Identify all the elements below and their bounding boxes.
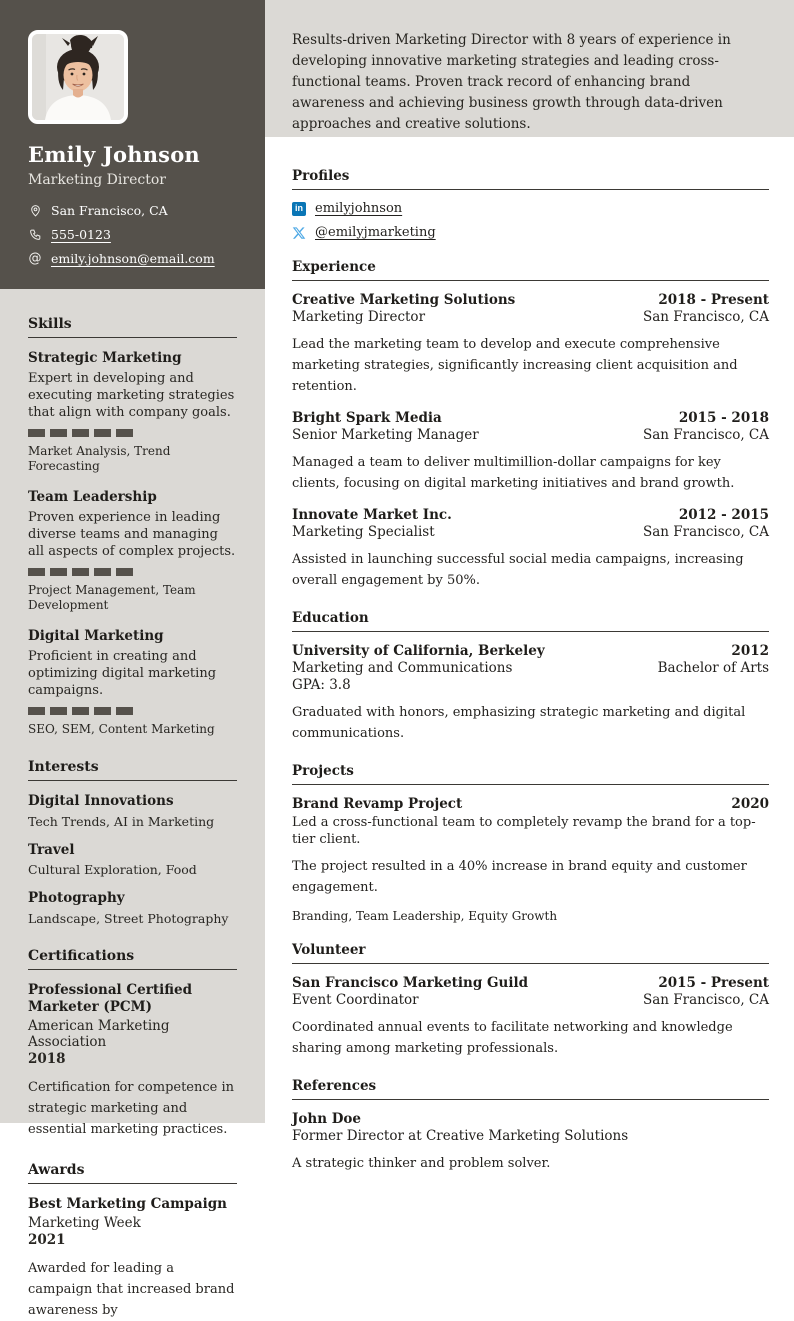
- position-title: Marketing Specialist: [292, 524, 435, 540]
- company-name: Bright Spark Media: [292, 410, 442, 426]
- profile-photo-illustration: [32, 34, 124, 120]
- entry-summary: Assisted in launching successful social media campaigns, increasing overall engagement by 50%.: [292, 552, 744, 588]
- entry-summary: Managed a team to deliver multimillion-dollar campaigns for key clients, focusing on digital marketing initiatives and brand growth.: [292, 455, 735, 491]
- skill-keywords: SEO, SEM, Content Marketing: [28, 721, 215, 736]
- reference-name: John Doe: [292, 1111, 362, 1127]
- interests-heading: Interests: [28, 759, 237, 781]
- certifications-heading: Certifications: [28, 948, 237, 970]
- x-twitter-icon: [292, 226, 306, 240]
- project-entry: [292, 796, 769, 923]
- interest-keywords: Cultural Exploration, Food: [28, 862, 197, 878]
- interest-item: [28, 793, 237, 829]
- skill-name: Team Leadership: [28, 488, 157, 505]
- reference-summary: A strategic thinker and problem solver.: [292, 1156, 551, 1171]
- profile-x: [292, 225, 769, 240]
- interest-item: [28, 842, 237, 878]
- education-summary: Graduated with honors, emphasizing strategic marketing and digital communications.: [292, 705, 746, 741]
- skill-item: [28, 489, 237, 613]
- volunteer-summary: Coordinated annual events to facilitate networking and knowledge sharing among marketing professionals.: [292, 1020, 733, 1056]
- email-at-icon: @: [28, 251, 42, 266]
- degree-type: Bachelor of Arts: [657, 660, 769, 676]
- experience-entry: [292, 507, 769, 591]
- certification-title: Professional Certified Marketer (PCM): [28, 982, 193, 1016]
- certification-date: 2018: [28, 1051, 66, 1067]
- skill-rating: [28, 568, 237, 576]
- education-date: 2012: [731, 643, 769, 659]
- volunteer-heading: Volunteer: [292, 942, 769, 964]
- entry-location: San Francisco, CA: [642, 524, 769, 540]
- project-date: 2020: [731, 796, 769, 812]
- project-summary: The project resulted in a 40% increase in brand equity and customer engagement.: [292, 859, 747, 895]
- experience-heading: Experience: [292, 259, 769, 281]
- skill-keywords: Market Analysis, Trend Forecasting: [28, 443, 171, 473]
- location-text: San Francisco, CA: [51, 203, 168, 218]
- section-certifications: [28, 948, 237, 1140]
- award-summary: Awarded for leading a campaign that increased brand awareness by: [28, 1260, 235, 1318]
- skill-description: Expert in developing and executing marketing strategies that align with company goals.: [28, 370, 235, 420]
- skill-rating: [28, 429, 237, 437]
- x-username-link[interactable]: @emilyjmarketing: [315, 225, 436, 240]
- contact-phone: [28, 227, 237, 242]
- contact-email: [28, 251, 237, 266]
- project-keywords: Branding, Team Leadership, Equity Growth: [292, 909, 558, 923]
- entry-location: San Francisco, CA: [642, 309, 769, 325]
- location-pin-icon: [28, 204, 42, 218]
- project-description: Led a cross-functional team to completely revamp the brand for a top-tier client.: [292, 815, 756, 847]
- education-entry: [292, 643, 769, 744]
- interest-name: Digital Innovations: [28, 792, 174, 809]
- volunteer-entry: [292, 975, 769, 1059]
- awards-heading: Awards: [28, 1162, 237, 1184]
- entry-location: San Francisco, CA: [642, 427, 769, 443]
- organization-name: San Francisco Marketing Guild: [292, 975, 529, 991]
- interest-name: Travel: [28, 841, 75, 858]
- award-item: [28, 1196, 237, 1321]
- company-name: Creative Marketing Solutions: [292, 292, 516, 308]
- summary-text: Results-driven Marketing Director with 8 years of experience in developing innovative marketing strategies and leading cross-functional teams. Proven track record of enhancing brand awareness and achieving business growth through data-driven approaches and creative solutions.: [292, 32, 731, 132]
- certification-issuer: American Marketing Association: [28, 1018, 170, 1050]
- position-title: Event Coordinator: [292, 992, 419, 1008]
- gpa: GPA: 3.8: [292, 677, 351, 693]
- interest-keywords: Tech Trends, AI in Marketing: [28, 813, 215, 829]
- section-volunteer: [292, 942, 769, 1059]
- profiles-heading: Profiles: [292, 168, 769, 190]
- candidate-title: Marketing Director: [28, 172, 166, 188]
- date-range: 2012 - 2015: [678, 507, 769, 523]
- entry-summary: Lead the marketing team to develop and execute comprehensive marketing strategies, significantly increasing client acquisition and retention.: [292, 337, 738, 394]
- certification-summary: Certification for competence in strategic marketing and essential marketing practices.: [28, 1080, 235, 1137]
- contact-info: [28, 203, 237, 266]
- date-range: 2015 - 2018: [678, 410, 769, 426]
- projects-heading: Projects: [292, 763, 769, 785]
- section-profiles: [292, 168, 769, 240]
- skill-item: [28, 628, 237, 737]
- main-column: [265, 0, 794, 1193]
- main-content: [265, 137, 794, 1174]
- section-skills: [28, 316, 237, 737]
- company-name: Innovate Market Inc.: [292, 507, 452, 523]
- sidebar: [0, 0, 265, 1318]
- section-education: [292, 610, 769, 744]
- section-experience: [292, 259, 769, 591]
- skill-name: Digital Marketing: [28, 627, 164, 644]
- skill-description: Proven experience in leading diverse teams and managing all aspects of complex projects.: [28, 509, 236, 559]
- section-interests: [28, 759, 237, 927]
- section-references: [292, 1078, 769, 1174]
- date-range: 2018 - Present: [658, 292, 769, 308]
- experience-entry: [292, 292, 769, 397]
- linkedin-icon: in: [292, 202, 306, 216]
- experience-entry: [292, 410, 769, 494]
- profile-linkedin: [292, 201, 769, 216]
- entry-location: San Francisco, CA: [642, 992, 769, 1008]
- interest-item: [28, 890, 237, 926]
- candidate-name: Emily Johnson: [28, 142, 200, 167]
- position-title: Senior Marketing Manager: [292, 427, 479, 443]
- section-awards: [28, 1162, 237, 1321]
- interest-name: Photography: [28, 890, 125, 907]
- interest-keywords: Landscape, Street Photography: [28, 911, 229, 927]
- date-range: 2015 - Present: [658, 975, 769, 991]
- contact-location: [28, 203, 237, 218]
- award-awarder: Marketing Week: [28, 1214, 141, 1231]
- award-date: 2021: [28, 1231, 66, 1248]
- profile-photo: [28, 30, 128, 124]
- section-projects: [292, 763, 769, 923]
- skill-description: Proficient in creating and optimizing digital marketing campaigns.: [28, 648, 217, 698]
- institution-name: University of California, Berkeley: [292, 643, 545, 659]
- skills-heading: Skills: [28, 316, 237, 338]
- project-name: Brand Revamp Project: [292, 796, 463, 812]
- reference-description: Former Director at Creative Marketing Solutions: [292, 1128, 629, 1144]
- skill-item: [28, 350, 237, 474]
- skill-name: Strategic Marketing: [28, 350, 182, 366]
- certification-item: [28, 982, 237, 1140]
- summary-block: [265, 0, 794, 137]
- sidebar-header: [0, 0, 265, 289]
- phone-icon: [28, 228, 42, 242]
- education-heading: Education: [292, 610, 769, 632]
- study-area: Marketing and Communications: [292, 660, 513, 676]
- skill-rating: [28, 707, 237, 715]
- linkedin-username-link[interactable]: emilyjohnson: [315, 201, 403, 216]
- position-title: Marketing Director: [292, 309, 426, 325]
- sidebar-body: [0, 289, 265, 1321]
- award-title: Best Marketing Campaign: [28, 1196, 227, 1212]
- email-link[interactable]: emily.johnson@email.com: [51, 251, 215, 266]
- phone-link[interactable]: 555-0123: [51, 227, 111, 242]
- skill-keywords: Project Management, Team Development: [28, 582, 196, 612]
- references-heading: References: [292, 1078, 769, 1100]
- reference-entry: [292, 1111, 769, 1174]
